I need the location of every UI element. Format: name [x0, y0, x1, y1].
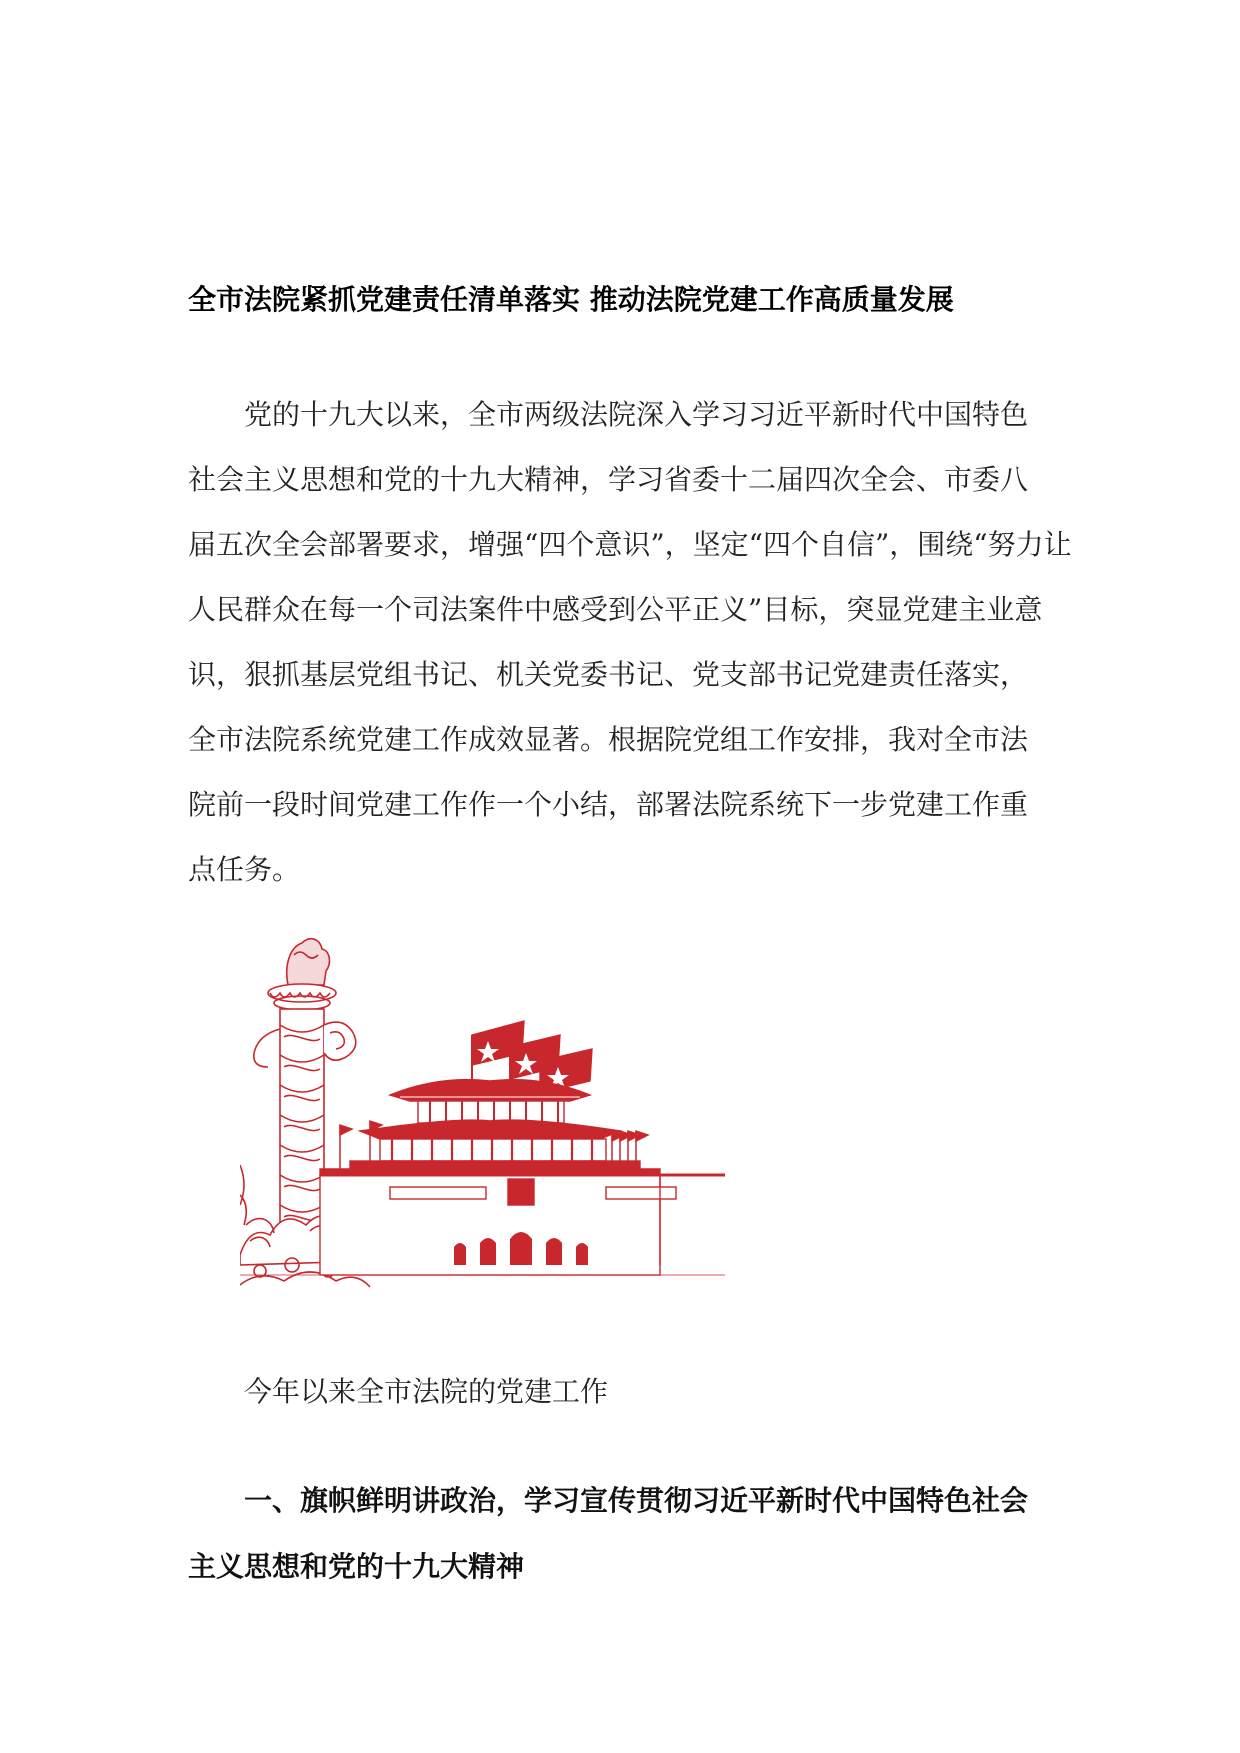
intro-line: 人民群众在每一个司法案件中感受到公平正义”目标，突显党建主业意 [188, 593, 1043, 626]
section-subtitle: 今年以来全市法院的党建工作 [244, 1375, 609, 1408]
intro-line: 识，狠抓基层党组书记、机关党委书记、党支部书记党建责任落实， [188, 658, 1029, 691]
intro-line: 党的十九大以来，全市两级法院深入学习习近平新时代中国特色 [244, 398, 1029, 431]
intro-line: 院前一段时间党建工作作一个小结，部署法院系统下一步党建工作重 [188, 788, 1029, 821]
section-heading-line: 一、旗帜鲜明讲政治，学习宣传贯彻习近平新时代中国特色社会 [244, 1484, 1029, 1517]
intro-line: 点任务。 [188, 853, 301, 886]
intro-line: 全市法院系统党建工作成效显著。根据院党组工作安排，我对全市法 [188, 723, 1029, 756]
intro-line: 届五次全会部署要求，增强“四个意识”，坚定“四个自信”，围绕“努力让 [188, 528, 1072, 561]
document-title: 全市法院紧抓党建责任清单落实 推动法院党建工作高质量发展 [188, 283, 954, 316]
intro-paragraph [188, 382, 1072, 902]
section-heading [188, 1468, 1050, 1600]
tiananmen-huabiao-papercut-icon [240, 925, 725, 1320]
intro-line: 社会主义思想和党的十九大精神，学习省委十二届四次全会、市委八 [188, 463, 1029, 496]
section-heading-line: 主义思想和党的十九大精神 [188, 1550, 525, 1583]
